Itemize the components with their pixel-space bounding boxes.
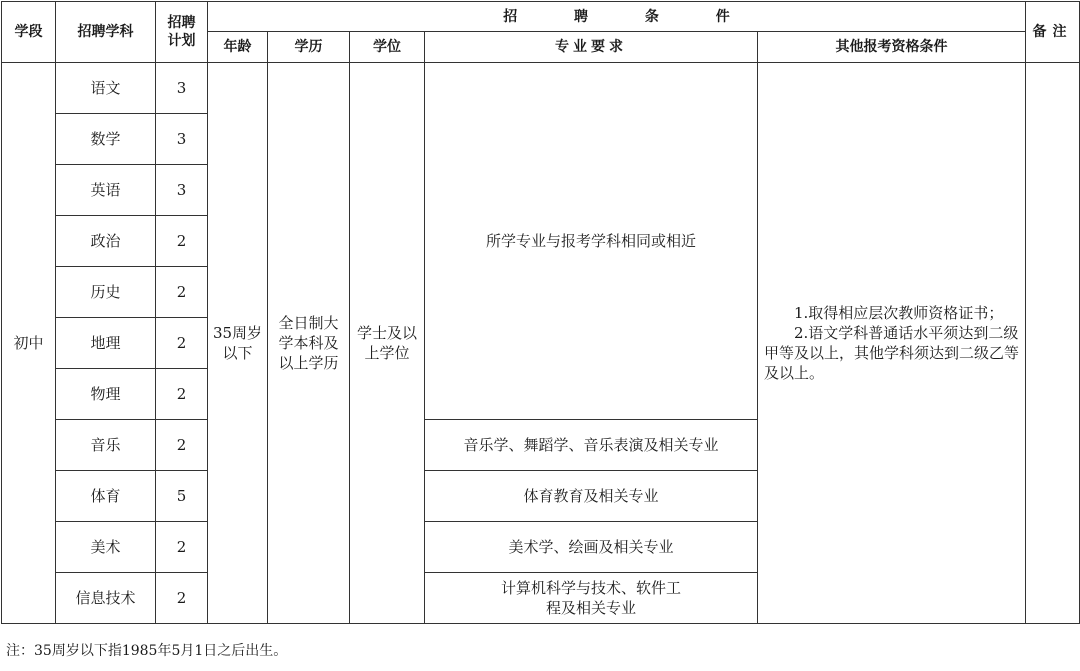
subject-cell: 地理: [56, 318, 156, 369]
plan-cell: 2: [156, 318, 208, 369]
header-stage: 学段: [2, 2, 56, 63]
header-major: 专业要求: [425, 32, 758, 63]
plan-cell: 3: [156, 165, 208, 216]
major-cell: 计算机科学与技术、软件工程及相关专业: [425, 573, 758, 624]
subject-cell: 语文: [56, 63, 156, 114]
subject-cell: 信息技术: [56, 573, 156, 624]
plan-cell: 2: [156, 216, 208, 267]
plan-cell: 3: [156, 63, 208, 114]
header-plan: 招聘计划: [156, 2, 208, 63]
subject-cell: 物理: [56, 369, 156, 420]
education-cell: 全日制大学本科及以上学历: [268, 63, 350, 624]
header-education: 学历: [268, 32, 350, 63]
header-conditions: 招 聘 条 件: [208, 2, 1026, 32]
subject-cell: 历史: [56, 267, 156, 318]
recruitment-table: [1, 1, 1080, 624]
subject-cell: 体育: [56, 471, 156, 522]
header-subject: 招聘学科: [56, 2, 156, 63]
other-requirement-line: 2.语文学科普通话水平须达到二级甲等及以上，其他学科须达到二级乙等及以上。: [764, 324, 1020, 382]
stage-cell: 初中: [2, 63, 56, 624]
subject-cell: 音乐: [56, 420, 156, 471]
major-cell: 体育教育及相关专业: [425, 471, 758, 522]
major-cell: 美术学、绘画及相关专业: [425, 522, 758, 573]
age-cell: 35周岁以下: [208, 63, 268, 624]
other-requirement-line: 1.取得相应层次教师资格证书；: [794, 304, 1004, 322]
other-requirements-cell: [758, 63, 1026, 624]
subject-cell: 数学: [56, 114, 156, 165]
header-age: 年龄: [208, 32, 268, 63]
remark-cell: [1026, 63, 1080, 624]
header-degree: 学位: [350, 32, 425, 63]
footnote: 注：35周岁以下指1985年5月1日之后出生。: [6, 643, 288, 659]
plan-cell: 3: [156, 114, 208, 165]
plan-cell: 2: [156, 369, 208, 420]
plan-cell: 2: [156, 573, 208, 624]
subject-cell: 美术: [56, 522, 156, 573]
header-remark: 备注: [1026, 2, 1080, 63]
major-cell: 音乐学、舞蹈学、音乐表演及相关专业: [425, 420, 758, 471]
major-cell: 所学专业与报考学科相同或相近: [425, 63, 758, 420]
subject-cell: 英语: [56, 165, 156, 216]
plan-cell: 2: [156, 522, 208, 573]
plan-cell: 5: [156, 471, 208, 522]
degree-cell: 学士及以上学位: [350, 63, 425, 624]
plan-cell: 2: [156, 420, 208, 471]
subject-cell: 政治: [56, 216, 156, 267]
header-other: 其他报考资格条件: [758, 32, 1026, 63]
plan-cell: 2: [156, 267, 208, 318]
